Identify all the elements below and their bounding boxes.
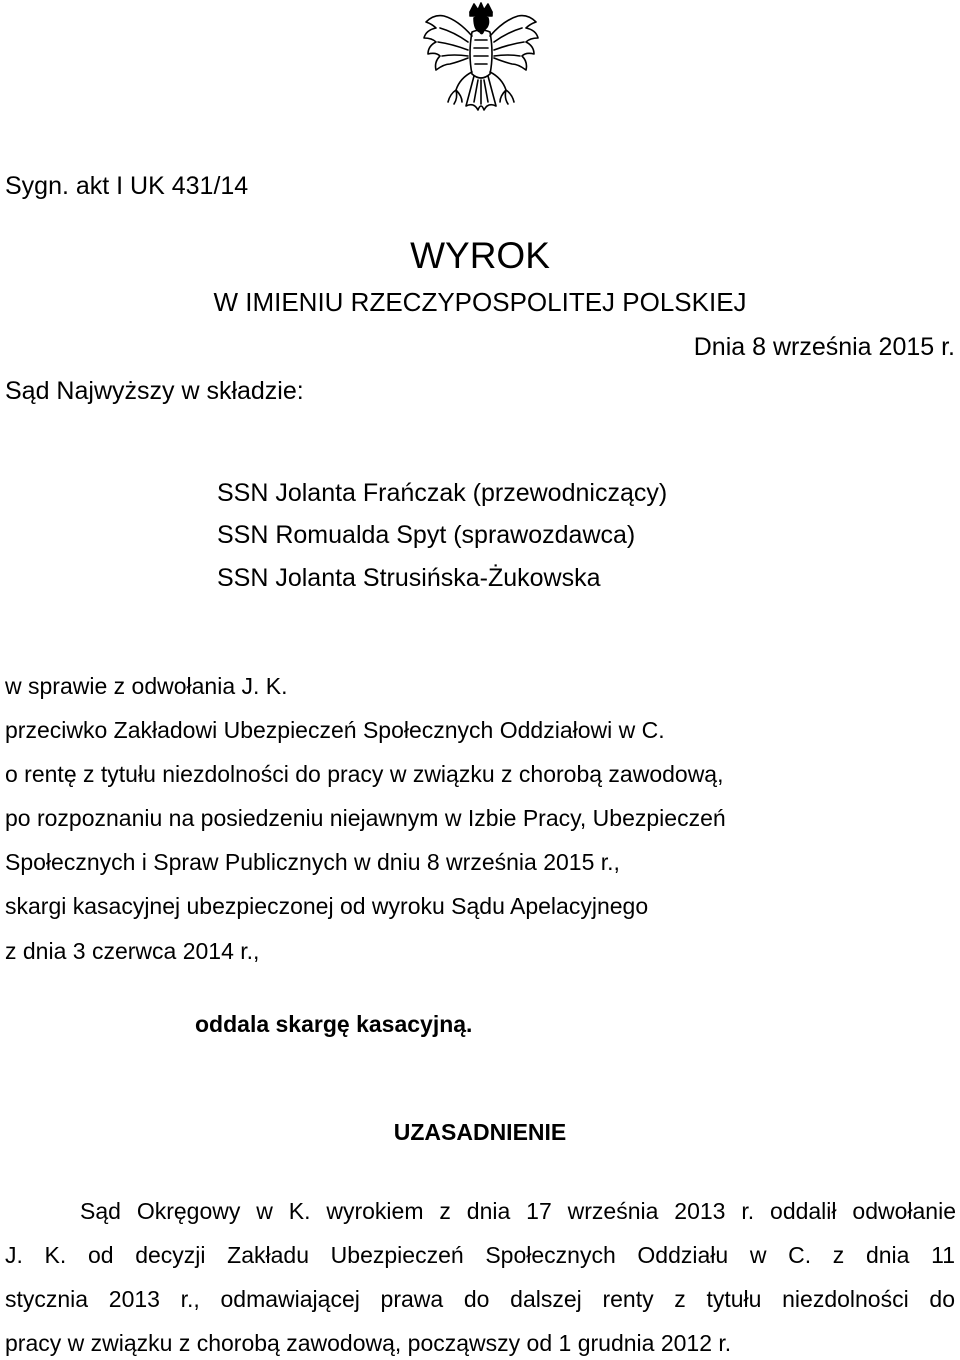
case-line: Społecznych i Spraw Publicznych w dniu 8 września 2015 r., — [5, 849, 620, 875]
judge-rapporteur: SSN Romualda Spyt (sprawozdawca) — [217, 521, 636, 549]
judge-presiding: SSN Jolanta Frańczak (przewodniczący) — [217, 479, 668, 507]
justification-line: pracy w związku z chorobą zawodową, począwszy od 1 grudnia 2012 r. — [5, 1330, 732, 1356]
document-subtitle: W IMIENIU RZECZYPOSPOLITEJ POLSKIEJ — [213, 287, 747, 317]
polish-eagle-emblem-icon — [422, 2, 540, 134]
case-line: w sprawie z odwołania J. K. — [5, 673, 288, 699]
justification-line: J. K. od decyzji Zakładu Ubezpieczeń Społecznych Oddziału w C. z dnia 11 — [5, 1242, 955, 1268]
judgment-date: Dnia 8 września 2015 r. — [693, 333, 955, 361]
case-line: z dnia 3 czerwca 2014 r., — [5, 938, 260, 964]
justification-line: Sąd Okręgowy w K. wyrokiem z dnia 17 września 2013 r. oddalił odwołanie — [80, 1198, 956, 1224]
case-line: po rozpoznaniu na posiedzeniu niejawnym w Izbie Pracy, Ubezpieczeń — [5, 805, 726, 831]
judge-member: SSN Jolanta Strusińska-Żukowska — [217, 564, 601, 592]
justification-line: stycznia 2013 r., odmawiającej prawa do dalszej renty z tytułu niezdolności do — [5, 1286, 955, 1312]
case-line: skargi kasacyjnej ubezpieczonej od wyroku Sądu Apelacyjnego — [5, 893, 649, 919]
case-signature: Sygn. akt I UK 431/14 — [5, 172, 249, 200]
justification-heading: UZASADNIENIE — [393, 1119, 567, 1145]
document-title: WYROK — [410, 235, 550, 276]
ruling-text: oddala skargę kasacyjną. — [195, 1011, 473, 1037]
case-line: przeciwko Zakładowi Ubezpieczeń Społecznych Oddziałowi w C. — [5, 717, 665, 743]
case-line: o rentę z tytułu niezdolności do pracy w związku z chorobą zawodową, — [5, 761, 724, 787]
court-composition-label: Sąd Najwyższy w składzie: — [5, 377, 304, 405]
